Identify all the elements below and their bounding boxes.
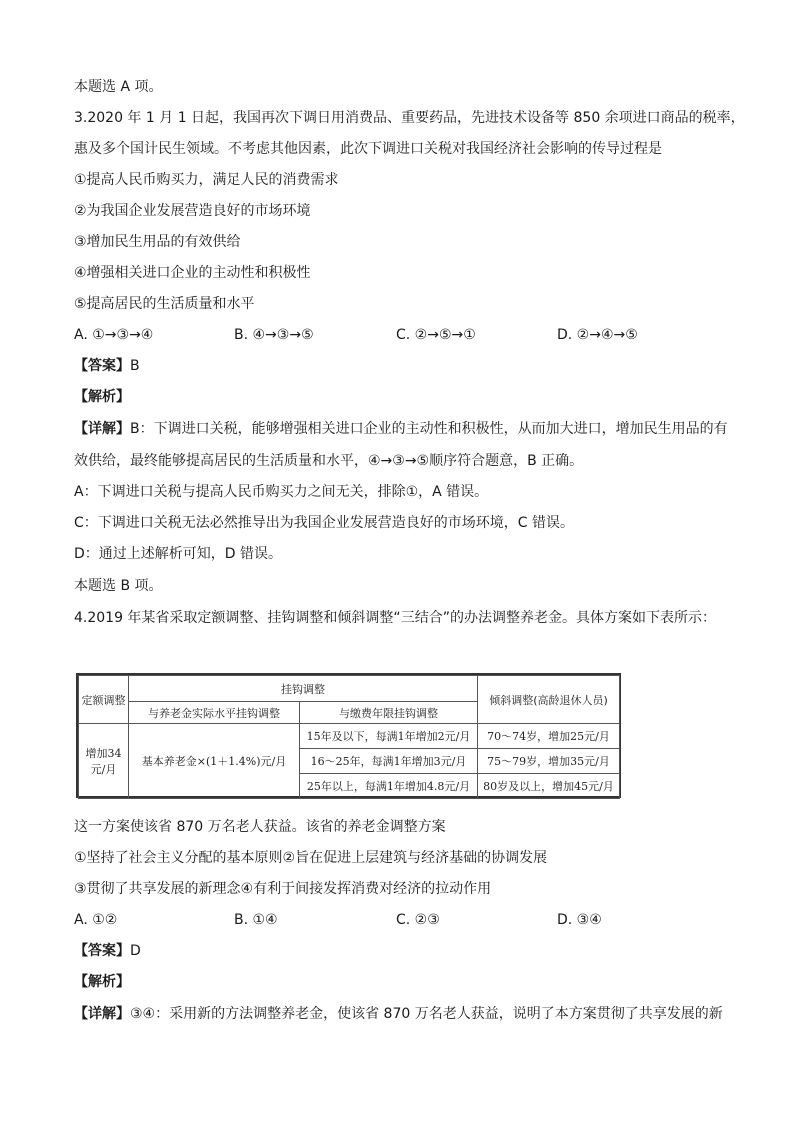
q3-detail-line-5: D：通过上述解析可知，D 错误。 — [74, 546, 283, 562]
q3-item-2: ②为我国企业发展营造良好的市场环境 — [74, 203, 311, 219]
th-link-level: 与养老金实际水平挂钩调整 — [129, 702, 300, 724]
q3-option-b: B. ④→③→⑤ — [234, 327, 314, 343]
q3-item-3: ③增加民生用品的有效供给 — [74, 234, 241, 250]
pension-table — [76, 673, 621, 798]
th-link: 挂钩调整 — [129, 676, 478, 702]
q4-option-d: D. ③④ — [557, 912, 602, 928]
td-link-level-value: 基本养老金×(1＋1.4%)元/月 — [129, 724, 300, 799]
td-years-row-1: 15年及以下，每满1年增加2元/月 — [300, 724, 478, 749]
q4-option-a: A. ①② — [74, 912, 118, 928]
answer-value: D — [130, 943, 141, 959]
q4-line-3: ③贯彻了共享发展的新理念④有利于间接发挥消费对经济的拉动作用 — [74, 881, 492, 897]
td-tilt-row-3: 80岁及以上，增加45元/月 — [478, 774, 620, 799]
q3-item-1: ①提高人民币购买力，满足人民的消费需求 — [74, 172, 339, 188]
q3-detail-line-6: 本题选 B 项。 — [74, 578, 163, 594]
th-tilt: 倾斜调整(高龄退休人员) — [478, 676, 620, 724]
detail-text: B：下调进口关税，能够增强相关进口企业的主动性和积极性，从而加大进口，增加民生用品的有 — [130, 421, 728, 437]
td-fixed-value: 增加34元/月 — [79, 724, 129, 799]
q3-detail-line-4: C：下调进口关税无法必然推导出为我国企业发展营造良好的市场环境，C 错误。 — [74, 515, 574, 531]
detail-tag: 【详解】 — [74, 1006, 130, 1022]
q3-stem-line-2: 惠及多个国计民生领域。不考虑其他因素，此次下调进口关税对我国经济社会影响的传导过程是 — [74, 141, 662, 157]
q4-line-1: 这一方案使该省 870 万名老人获益。该省的养老金调整方案 — [74, 819, 446, 835]
detail-tag: 【详解】 — [74, 421, 130, 437]
td-years-row-2: 16～25年，每满1年增加3元/月 — [300, 749, 478, 774]
q3-detail-line-2: 效供给，最终能够提高居民的生活质量和水平，④→③→⑤顺序符合题意，B 正确。 — [74, 453, 584, 469]
prev-answer-line: 本题选 A 项。 — [74, 79, 163, 95]
q3-option-d: D. ②→④→⑤ — [557, 327, 638, 343]
q3-answer — [74, 356, 140, 376]
answer-value: B — [130, 358, 140, 374]
td-tilt-row-2: 75～79岁，增加35元/月 — [478, 749, 620, 774]
q3-stem-line-1: 3.2020 年 1 月 1 日起，我国再次下调日用消费品、重要药品，先进技术设备等 850 余项进口商品的税率， — [74, 110, 745, 126]
td-years-row-3: 25年以上，每满1年增加4.8元/月 — [300, 774, 478, 799]
q3-detail-line-3: A：下调进口关税与提高人民币购买力之间无关，排除①，A 错误。 — [74, 484, 489, 500]
q3-item-4: ④增强相关进口企业的主动性和积极性 — [74, 265, 311, 281]
q4-stem: 4.2019 年某省采取定额调整、挂钩调整和倾斜调整“三结合”的办法调整养老金。具体方案如下表所示： — [74, 610, 716, 626]
detail-text: ③④：采用新的方法调整养老金，使该省 870 万名老人获益，说明了本方案贯彻了共享发展的新 — [130, 1006, 723, 1022]
answer-tag: 【答案】 — [74, 943, 130, 959]
q4-option-c: C. ②③ — [396, 912, 440, 928]
q3-option-c: C. ②→⑤→① — [396, 327, 476, 343]
answer-tag: 【答案】 — [74, 358, 130, 374]
q4-line-2: ①坚持了社会主义分配的基本原则②旨在促进上层建筑与经济基础的协调发展 — [74, 850, 548, 866]
q3-item-5: ⑤提高居民的生活质量和水平 — [74, 296, 255, 312]
td-tilt-row-1: 70～74岁，增加25元/月 — [478, 724, 620, 749]
q3-analysis-tag: 【解析】 — [74, 389, 130, 405]
q4-answer — [74, 941, 141, 961]
th-link-years: 与缴费年限挂钩调整 — [300, 702, 478, 724]
q4-option-b: B. ①④ — [234, 912, 278, 928]
q4-analysis-tag: 【解析】 — [74, 974, 130, 990]
th-fixed: 定额调整 — [79, 676, 129, 724]
q4-detail-line-1 — [74, 1004, 723, 1024]
q3-option-a: A. ①→③→④ — [74, 327, 154, 343]
q3-detail-line-1 — [74, 419, 728, 439]
